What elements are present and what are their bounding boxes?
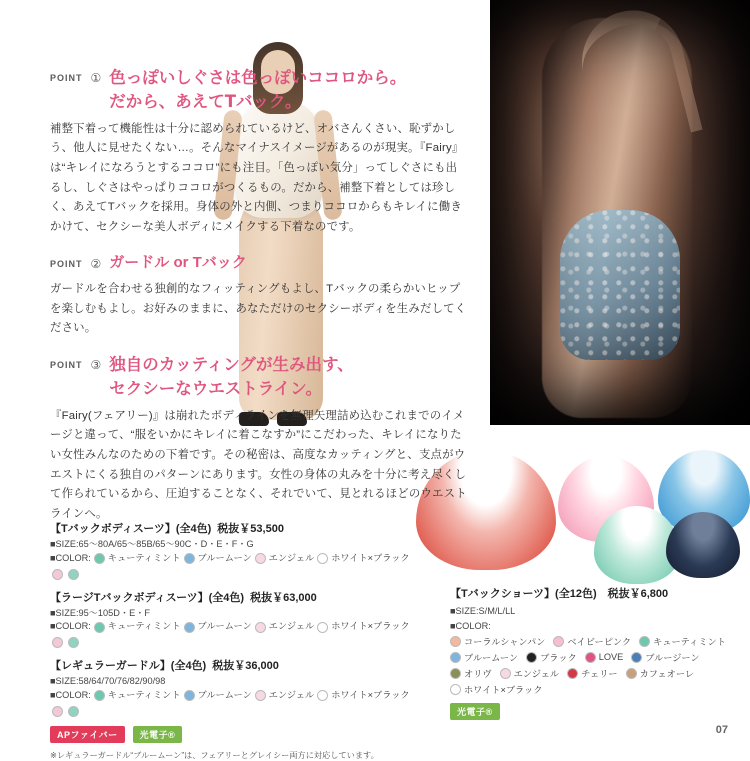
- color-chip: [450, 682, 542, 696]
- color-name: エンジェル: [268, 552, 315, 563]
- color-chip: [317, 552, 409, 566]
- spec-title-tback-shorts: 【Tバックショーツ】(全12色) 税抜￥6,800: [450, 588, 669, 600]
- color-name: エンジェル: [268, 621, 315, 632]
- color-swatch-icon: [585, 652, 596, 663]
- color-chip: [255, 620, 315, 634]
- point-2-headline: ガードル or Tバック: [109, 253, 247, 271]
- color-swatch-icon: [184, 690, 195, 701]
- point-3-number: ③: [90, 357, 102, 372]
- badge-kodenshi: 光電子®: [133, 726, 183, 743]
- spec-item-regular-girdle: [50, 657, 410, 717]
- color-name: チェリー: [581, 669, 618, 680]
- color-name: エンジェル: [268, 689, 315, 700]
- color-name: ベイビーピンク: [567, 637, 632, 648]
- point-1-headline: [109, 66, 406, 114]
- color-chip: [631, 650, 699, 664]
- point-3-headline: [109, 353, 353, 401]
- color-name: ホワイト×ブラック: [331, 621, 410, 632]
- badge-ap-fiber: APファイバー: [50, 726, 125, 743]
- point-2-number: ②: [90, 256, 102, 271]
- color-chip: [255, 689, 315, 703]
- color-swatch-icon: [450, 684, 461, 695]
- color-name: キューティミント: [107, 552, 181, 563]
- point-1-number: ①: [90, 71, 102, 85]
- color-chip: [526, 650, 577, 664]
- color-name: LOVE: [598, 652, 624, 663]
- color-chip: [450, 666, 492, 680]
- point-2-heading: [50, 252, 468, 275]
- spec-color-label: ■COLOR:: [50, 621, 91, 632]
- page-number: 07: [715, 724, 728, 736]
- color-chip: [184, 552, 252, 566]
- spec-color-line: [50, 689, 410, 717]
- color-name: オリヴ: [464, 669, 492, 680]
- spec-title: 【ラージTバックボディスーツ】(全4色): [50, 591, 245, 604]
- spec-item-tback-bodysuit: [50, 520, 410, 580]
- copy-column: [50, 66, 468, 538]
- hero-vignette: [490, 0, 750, 425]
- point-1-heading: [50, 66, 468, 114]
- color-name: ブルームーン: [197, 621, 252, 632]
- color-swatch-icon: [184, 553, 195, 564]
- color-swatch-icon: [450, 652, 461, 663]
- spec-color-line: [50, 552, 410, 580]
- color-name: ブルームーン: [197, 552, 252, 563]
- spec-color-line: [50, 620, 410, 648]
- color-swatch-icon: [255, 690, 266, 701]
- spec-list-left: [50, 520, 410, 761]
- point-3-headline-line2: セクシーなウエストライン。: [109, 378, 322, 398]
- color-chip: [317, 689, 409, 703]
- color-swatch-icon: [184, 622, 195, 633]
- color-chip: [553, 634, 631, 648]
- color-chip: [94, 552, 181, 566]
- color-swatch-icon: [553, 636, 564, 647]
- color-swatch-icon: [500, 668, 511, 679]
- point-1-headline-line2: だから、あえてTバック。: [109, 91, 302, 111]
- point-3-headline-line1: 独自のカッティングが生み出す、: [109, 354, 354, 374]
- color-chip: [317, 620, 409, 634]
- color-swatch-icon: [94, 553, 105, 564]
- color-name: ホワイト×ブラック: [331, 689, 410, 700]
- color-chip: [255, 552, 315, 566]
- color-chip: [567, 666, 617, 680]
- color-name: ブルームーン: [464, 653, 519, 664]
- color-name: ホワイト×ブラック: [331, 552, 410, 563]
- spec-price: 税抜￥53,500: [217, 523, 284, 535]
- point-1-headline-line1: 色っぽいしぐさは色っぽいココロから。: [109, 68, 407, 87]
- point-1-body: 補整下着って機能性は十分に認められているけど、オバさんくさい、恥ずかしう、他人に見せたくない…。そんなマイナスイメージがあるのが現実。『Fairy』は“キレイになろうとするココロ”にも注目。「色っぽい気分」ってしぐさにも出るし、しぐさはやっぱりココロがつくるもの。だから、補整下着としては珍しく、あえてTバックを採用。身体の外と内側、つまりココロからもキレイに働きかけて、セクシーな美人ボディにメイクする下着なのです。: [50, 122, 464, 233]
- color-chip: [184, 689, 252, 703]
- color-chip: [94, 689, 181, 703]
- spec-size-line: ■SIZE:58/64/70/76/82/90/98: [50, 676, 166, 687]
- spec-color-label-right: ■COLOR:: [450, 620, 491, 631]
- spec-price: 税抜￥36,000: [212, 660, 279, 673]
- point-2-body: ガードルを合わせる独創的なフィッティングもよし、Tバックの柔らかいヒップを楽しむもよし。お好みのままに、あなただけのセクシーボディを生みだしてください。: [50, 283, 467, 335]
- color-name: キューティミント: [653, 637, 726, 648]
- color-swatch-icon: [255, 553, 266, 564]
- color-swatch-icon: [450, 636, 461, 647]
- spec-title: 【レギュラーガードル】(全4色): [50, 660, 207, 673]
- color-chip: [639, 634, 726, 648]
- spec-title-row: [50, 520, 410, 536]
- color-swatch-icon: [94, 690, 105, 701]
- spec-color-label: ■COLOR:: [50, 552, 91, 563]
- color-swatch-icon: [317, 553, 328, 564]
- color-swatch-icon: [631, 652, 642, 663]
- spec-color-label: ■COLOR:: [50, 689, 91, 700]
- color-chip: [585, 650, 624, 664]
- spec-size-line-right: ■SIZE:S/M/L/LL: [450, 606, 516, 616]
- color-swatch-icon: [68, 637, 79, 648]
- point-1-label: POINT: [50, 73, 83, 83]
- color-swatch-icon: [52, 637, 63, 648]
- spec-item-large-tback-bodysuit: [50, 589, 410, 649]
- spec-price: 税抜￥63,000: [250, 591, 317, 604]
- spec-size-line: ■SIZE:95〜105D・E・F: [50, 607, 151, 618]
- color-name: エンジェル: [513, 669, 560, 680]
- color-swatch-icon: [52, 706, 63, 717]
- color-swatch-icon: [526, 652, 537, 663]
- color-chip: [500, 666, 560, 680]
- color-swatch-icon: [450, 668, 461, 679]
- color-swatch-icon: [255, 622, 266, 633]
- color-name: ブルージーン: [645, 653, 700, 664]
- point-3-heading: [50, 353, 468, 401]
- spec-title: 【Tバックボディスーツ】(全4色): [50, 523, 212, 535]
- badge-row-right: [450, 703, 740, 720]
- color-swatch-icon: [68, 569, 79, 580]
- color-swatch-icon: [567, 668, 578, 679]
- color-swatch-icon: [317, 622, 328, 633]
- color-swatch-icon: [52, 569, 63, 580]
- color-name: キューティミント: [107, 621, 181, 632]
- color-name: ホワイト×ブラック: [464, 685, 543, 696]
- color-swatch-icon: [94, 622, 105, 633]
- color-name: ブラック: [540, 653, 577, 664]
- badge-kodenshi-right: 光電子®: [450, 703, 500, 720]
- color-swatch-icon: [626, 668, 637, 679]
- spec-list-right: [450, 585, 740, 720]
- badge-row-left: [50, 726, 410, 743]
- hero-photo: [490, 0, 750, 425]
- color-name: キューティミント: [107, 689, 181, 700]
- color-chip: [184, 620, 252, 634]
- point-2-label: POINT: [50, 258, 83, 269]
- point-3-label: POINT: [50, 359, 83, 370]
- color-name: ブルームーン: [197, 689, 252, 700]
- color-chip: [450, 634, 545, 648]
- color-chip: [94, 620, 181, 634]
- color-name: カフェオーレ: [639, 669, 695, 680]
- point-3-body: 『Fairy(フェアリー)』は崩れたボディラインを無理矢理詰め込むこれまでのイメージと違って、“服をいかにキレイに着こなすか”にこだわった、キレイになりたい女性みんなのための下着です。その秘密は、高度なカッティングと、支点がウエストにくる独自のパターンにあります。女性の身体の丸みを十分に考え尽くして作られているから、圧迫することなく、それでいて、見とれるほどのウエストラインへ。: [50, 409, 467, 520]
- color-swatch-icon: [317, 690, 328, 701]
- spec-title-row: [50, 657, 410, 673]
- color-chip: [626, 666, 694, 680]
- color-name: コーラルシャンパン: [464, 637, 546, 648]
- color-swatch-icon: [68, 706, 79, 717]
- footnote-left: ※レギュラーガードル“ブルームーン”は、フェアリーとグレイシー両方に対応しています。: [50, 750, 379, 760]
- color-grid-right: [450, 634, 735, 696]
- color-swatch-icon: [639, 636, 650, 647]
- spec-title-row: [50, 589, 410, 605]
- color-chip: [450, 650, 518, 664]
- spec-size-line: ■SIZE:65〜80A/65〜85B/65〜90C・D・E・F・G: [50, 539, 254, 549]
